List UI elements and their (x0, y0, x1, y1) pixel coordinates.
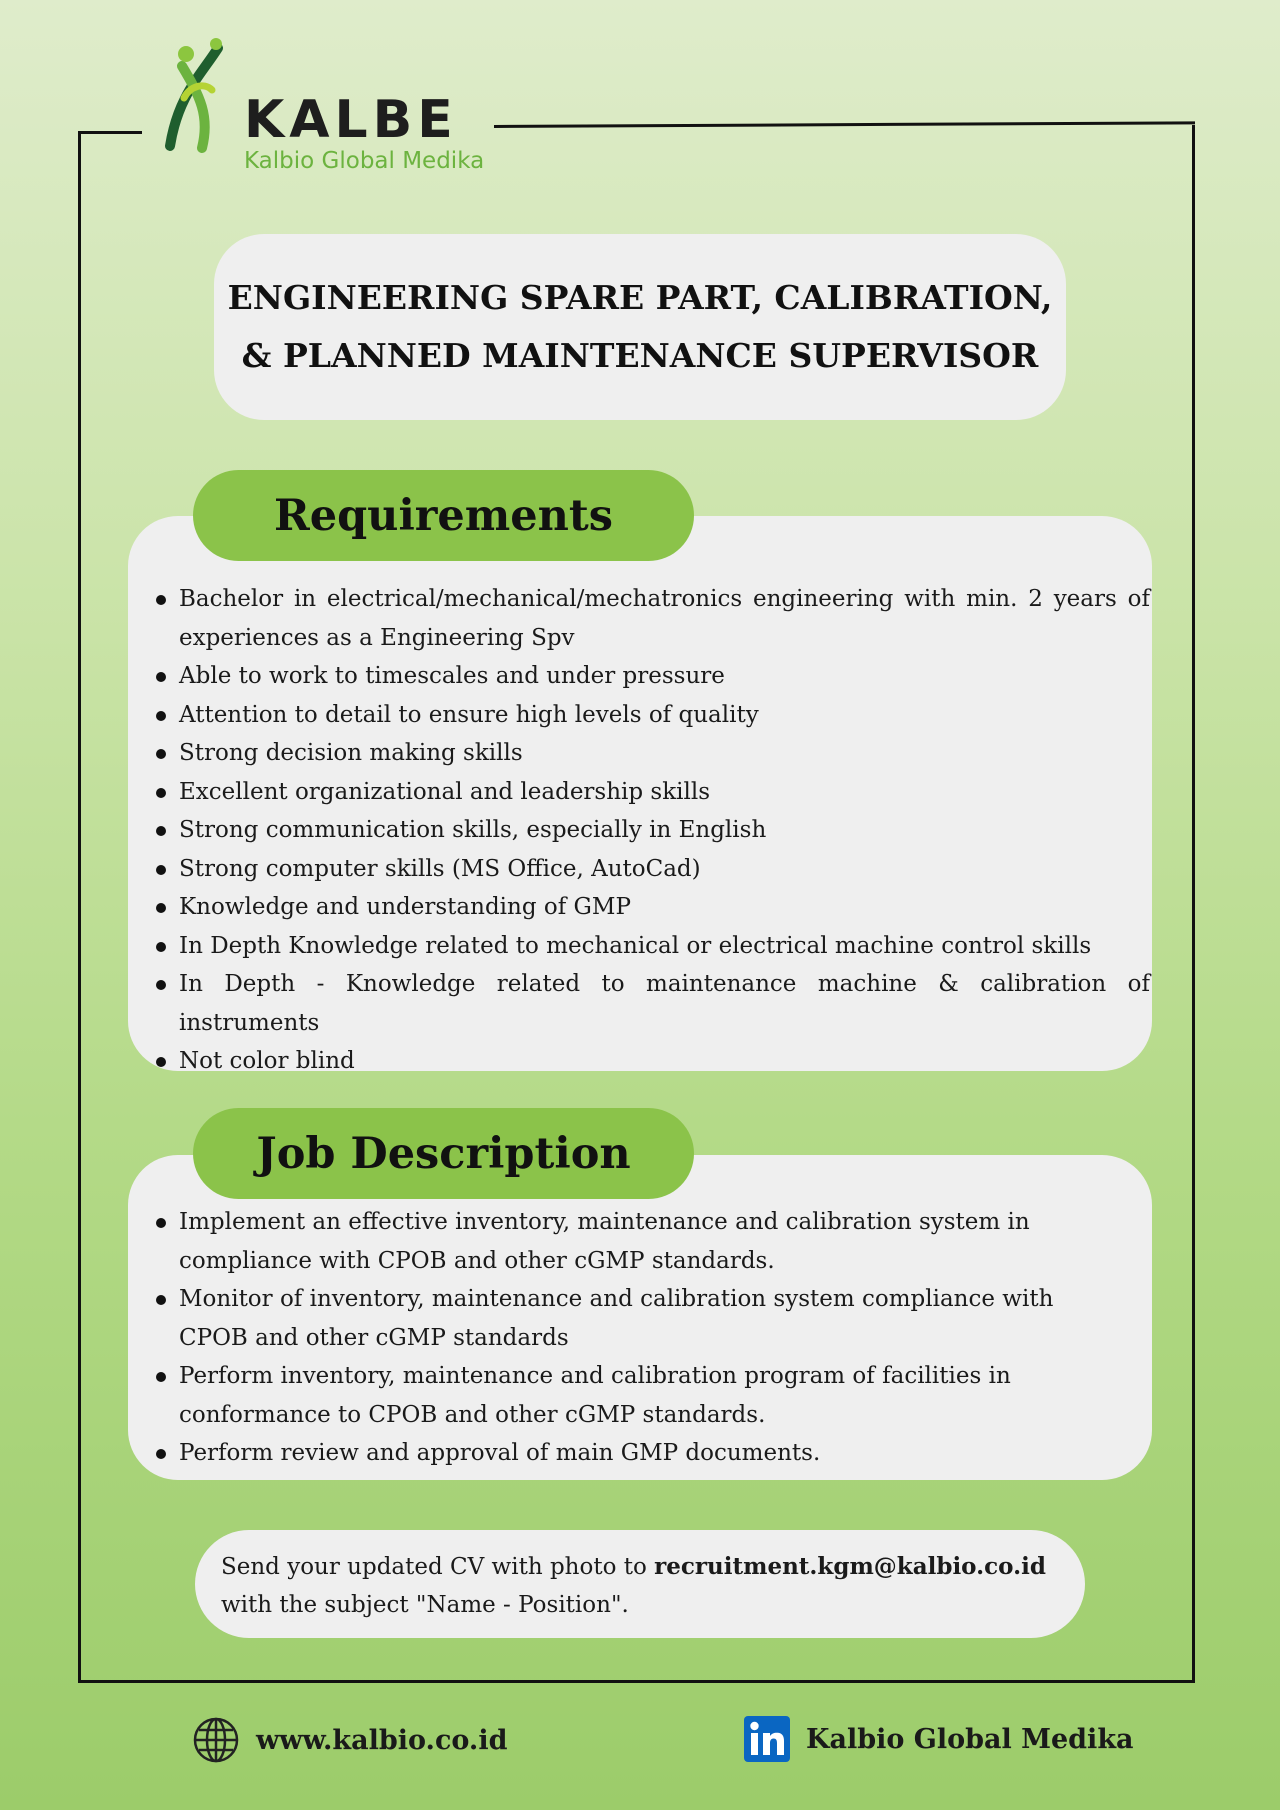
frame-bottom (78, 1680, 1195, 1683)
list-item: In Depth Knowledge related to mechanical or electrical machine control skills (128, 927, 1150, 966)
linkedin-link[interactable]: Kalbio Global Medika (806, 1723, 1134, 1755)
apply-email-link[interactable]: recruitment.kgm@kalbio.co.id (654, 1553, 1046, 1580)
apply-line-1 (221, 1548, 1085, 1586)
list-item: Attention to detail to ensure high levels of quality (128, 696, 1150, 735)
kalbe-helix-icon (160, 36, 240, 156)
apply-instructions (195, 1530, 1085, 1638)
job-description-list (128, 1203, 1078, 1473)
list-item: Perform inventory, maintenance and calibration program of facilities in conformance to CPOB and other cGMP standards. (128, 1357, 1078, 1434)
list-item: Able to work to timescales and under pressure (128, 657, 1150, 696)
list-item: Excellent organizational and leadership skills (128, 773, 1150, 812)
list-item: Bachelor in electrical/mechanical/mechatronics engineering with min. 2 years of experiences as a Engineering Spv (128, 580, 1150, 657)
job-description-panel (128, 1155, 1152, 1480)
list-item: Perform review and approval of main GMP documents. (128, 1434, 1078, 1473)
list-item: Strong computer skills (MS Office, AutoCad) (128, 850, 1150, 889)
list-item: Implement an effective inventory, maintenance and calibration system in compliance with CPOB and other cGMP standards. (128, 1203, 1078, 1280)
linkedin-icon (744, 1716, 790, 1762)
brand-name: KALBE (244, 90, 458, 150)
job-title-box (214, 234, 1066, 420)
requirements-panel (128, 516, 1152, 1074)
requirements-list (128, 580, 1150, 1081)
footer-website[interactable] (192, 1716, 507, 1764)
website-link[interactable]: www.kalbio.co.id (256, 1724, 508, 1756)
list-item: Monitor of inventory, maintenance and calibration system compliance with CPOB and other cGMP standards (128, 1280, 1078, 1357)
frame-right (1192, 125, 1195, 1682)
apply-prefix: Send your updated CV with photo to (221, 1554, 655, 1580)
list-item: Strong communication skills, especially in English (128, 811, 1150, 850)
company-logo (160, 36, 560, 186)
job-title-line-1: ENGINEERING SPARE PART, CALIBRATION, (227, 278, 1053, 317)
list-item: Not color blind (128, 1042, 1150, 1081)
frame-top-right (494, 121, 1195, 128)
apply-line-2: with the subject "Name - Position". (221, 1592, 629, 1618)
list-item: Knowledge and understanding of GMP (128, 888, 1150, 927)
brand-subtitle: Kalbio Global Medika (244, 148, 485, 174)
frame-left (78, 131, 81, 1682)
job-description-heading: Job Description (193, 1108, 694, 1199)
list-item: Strong decision making skills (128, 734, 1150, 773)
globe-icon (192, 1716, 240, 1764)
frame-top-left (78, 131, 142, 134)
requirements-heading: Requirements (193, 470, 694, 561)
footer-linkedin[interactable] (744, 1716, 1134, 1762)
job-title-line-2: & PLANNED MAINTENANCE SUPERVISOR (241, 336, 1039, 375)
list-item: In Depth - Knowledge related to maintenance machine & calibration of instruments (128, 965, 1150, 1042)
